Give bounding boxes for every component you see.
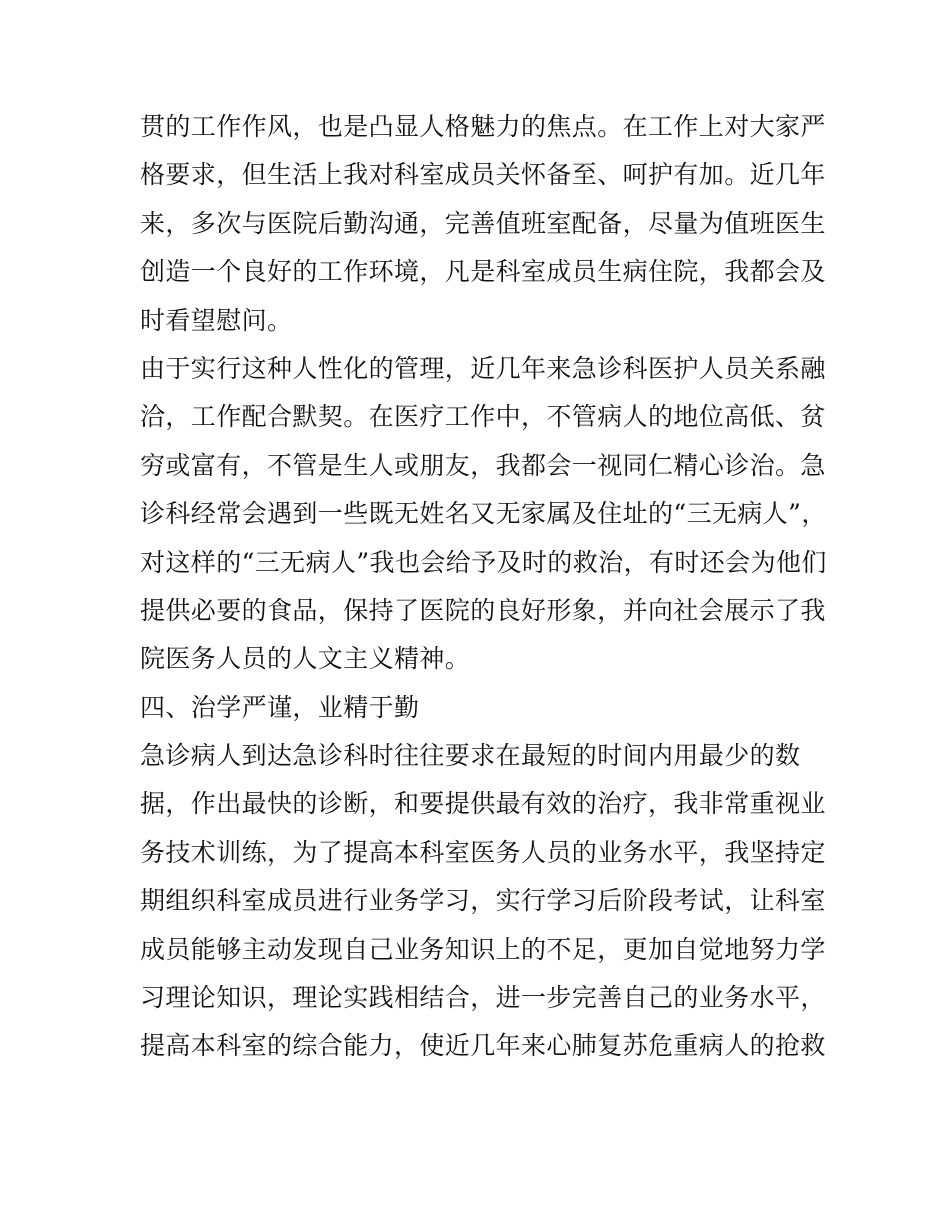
text-line: 创造一个良好的工作环境，凡是科室成员生病住院，我都会及 [140, 257, 826, 287]
text-line: 务技术训练，为了提高本科室医务人员的业务水平，我坚持定 [140, 837, 826, 867]
text-line: 贯的工作作风，也是凸显人格魅力的焦点。在工作上对大家严 [140, 112, 826, 141]
section-heading: 四、治学严谨，业精于勤 [140, 692, 420, 722]
text-line: 来，多次与医院后勤沟通，完善值班室配备，尽量为值班医生 [140, 208, 826, 238]
text-line: 由于实行这种人性化的管理，近几年来急诊科医护人员关系融 [140, 353, 826, 383]
text-line: 期组织科室成员进行业务学习，实行学习后阶段考试，让科室 [140, 886, 826, 916]
text-line: 对这样的“三无病人”我也会给予及时的救治，有时还会为他们 [140, 547, 827, 577]
text-line: 诊科经常会遇到一些既无姓名又无家属及住址的“三无病人”， [140, 499, 827, 529]
text-line: 提供必要的食品，保持了医院的良好形象，并向社会展示了我 [140, 595, 826, 625]
text-line: 时看望慰问。 [140, 305, 293, 335]
text-line: 据，作出最快的诊断，和要提供最有效的治疗，我非常重视业 [140, 789, 826, 819]
text-line: 习理论知识，理论实践相结合，进一步完善自己的业务水平， [140, 983, 826, 1013]
body-text [140, 103, 827, 1071]
text-line: 成员能够主动发现自己业务知识上的不足，更加自觉地努力学 [140, 934, 826, 964]
text-line: 急诊病人到达急诊科时往往要求在最短的时间内用最少的数 [140, 741, 801, 771]
text-line: 洽，工作配合默契。在医疗工作中，不管病人的地位高低、贫 [140, 402, 826, 432]
text-line: 穷或富有，不管是生人或朋友，我都会一视同仁精心诊治。急 [140, 450, 826, 480]
text-line: 提高本科室的综合能力，使近几年来心肺复苏危重病人的抢救 [140, 1031, 826, 1061]
text-line: 格要求，但生活上我对科室成员关怀备至、呵护有加。近几年 [140, 160, 826, 190]
text-line: 院医务人员的人文主义精神。 [140, 644, 471, 674]
